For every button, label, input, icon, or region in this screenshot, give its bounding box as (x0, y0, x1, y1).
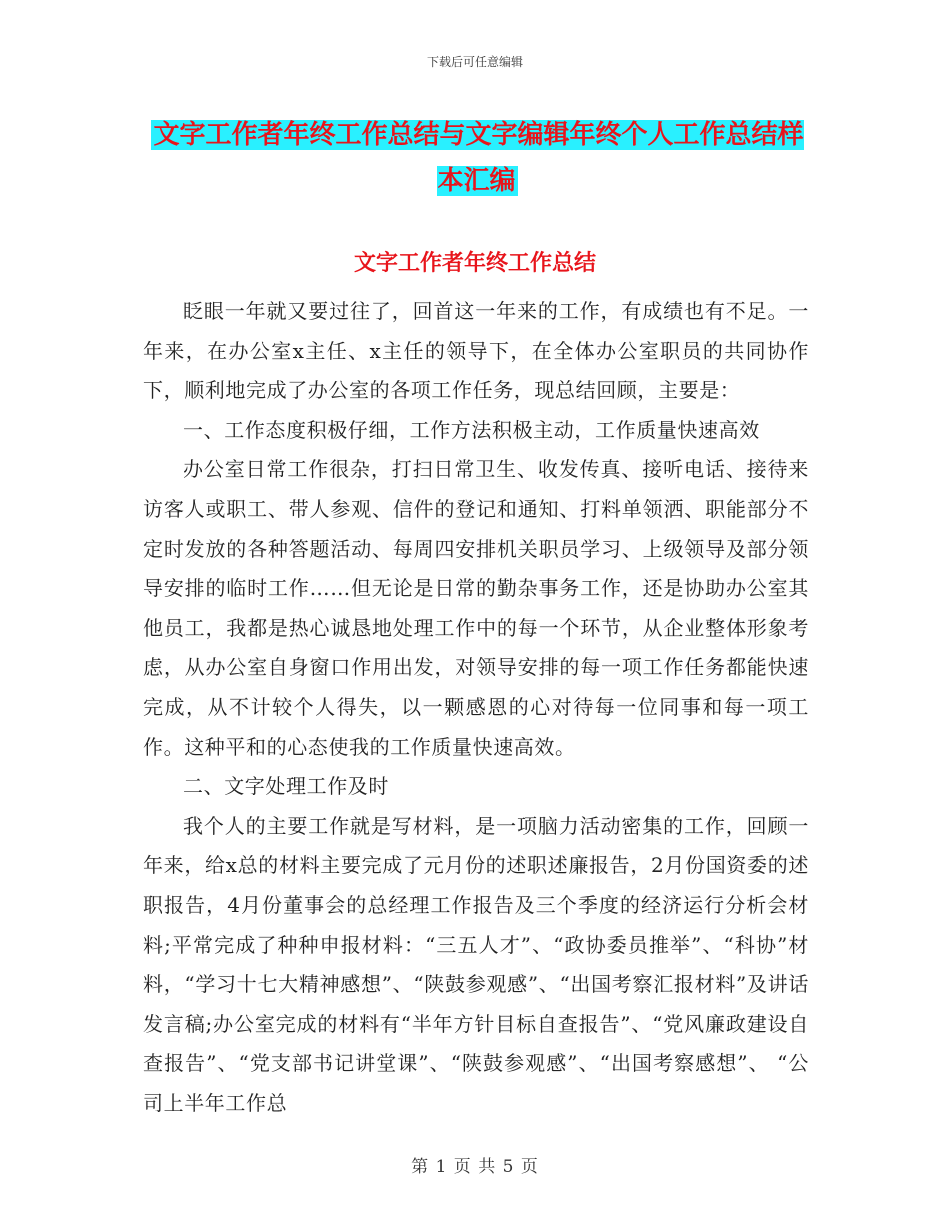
page-header-note: 下载后可任意编辑 (426, 55, 523, 69)
heading-two: 二、文字处理工作及时 (183, 774, 389, 799)
main-title-text: 文字工作者年终工作总结与文字编辑年终个人工作总结样本汇编 (153, 120, 804, 196)
paragraph-intro: 眨眼一年就又要过往了，回首这一年来的工作，有成绩也有不足。一年来，在办公室x主任、x主任的领导下，在全体办公室职员的共同协作下，顺利地完成了办公室的各项工作任务，现总结回顾，主要是： (143, 299, 809, 403)
section-title: 文字工作者年终工作总结 (353, 251, 596, 276)
page-number-footer: 第 1 页 共 5 页 (411, 1157, 539, 1177)
heading-one: 一、工作态度积极仔细，工作方法积极主动，工作质量快速高效 (183, 417, 760, 442)
document-main-title (145, 112, 810, 204)
document-body (143, 292, 809, 1123)
paragraph-daily-work: 办公室日常工作很杂，打扫日常卫生、收发传真、接听电话、接待来访客人或职工、带人参观、信件的登记和通知、打料单领洒、职能部分不定时发放的各种答题活动、每周四安排机关职员学习、上级领导及部分领导安排的临时工作……但无论是日常的勤杂事务工作，还是协助办公室其他员工，我都是热心诚恳地处理工作中的每一个环节，从企业整体形象考虑，从办公室自身窗口作用出发，对领导安排的每一项工作任务都能快速完成，从不计较个人得失，以一颗感恩的心对待每一位同事和每一项工作。这种平和的心态使我的工作质量快速高效。 (143, 457, 809, 759)
paragraph-writing-work: 我个人的主要工作就是写材料，是一项脑力活动密集的工作，回顾一年来，给x总的材料主要完成了元月份的述职述廉报告，2月份国资委的述职报告，4月份董事会的总经理工作报告及三个季度的经济运行分析会材料;平常完成了种种申报材料：“三五人才”、“政协委员推举”、“科协”材料，“学习十七大精神感想”、“陕鼓参观感”、“出国考察汇报材料”及讲话发言稿;办公室完成的材料有“半年方针目标自查报告”、“党风廉政建设自查报告”、“党支部书记讲堂课”、“陕鼓参观感”、“出国考察感想”、 “公司上半年工作总 (143, 813, 809, 1115)
